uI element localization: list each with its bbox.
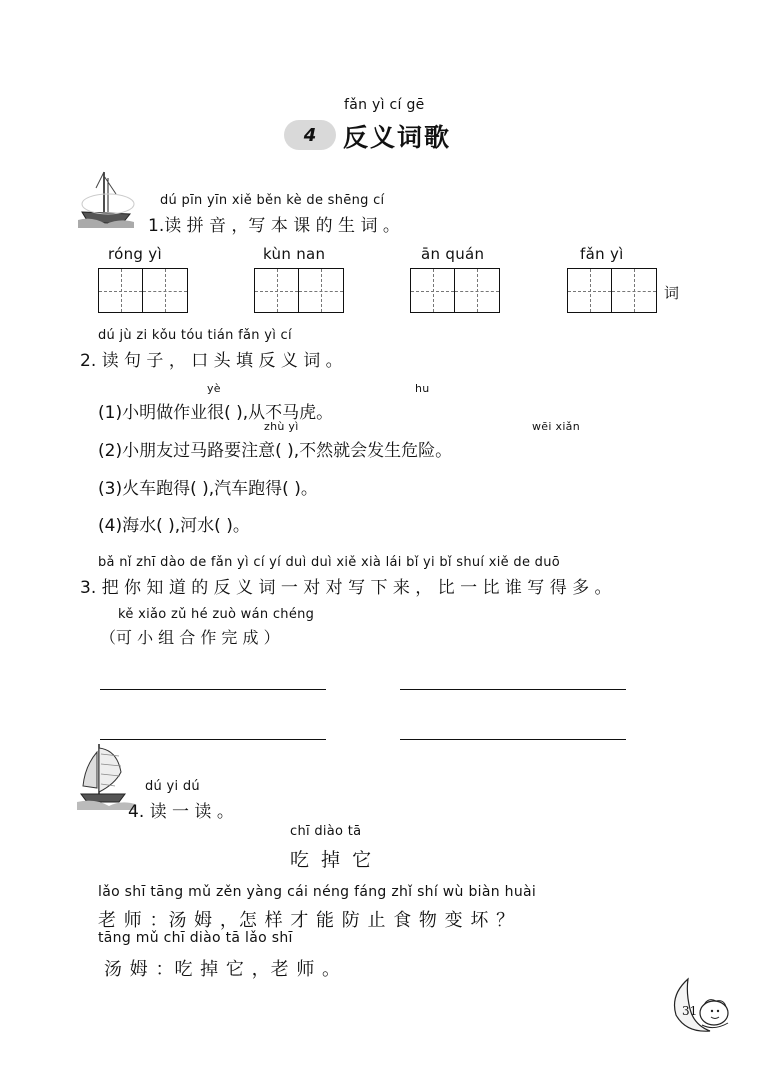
- line1-pinyin: lǎo shī tāng mǔ zěn yàng cái néng fáng zhǐ shí wù biàn huài: [98, 884, 537, 900]
- ann-weixian: wēi xiǎn: [532, 420, 580, 433]
- ci-suffix: 词: [664, 284, 680, 302]
- q2-pinyin: dú jù zi kǒu tóu tián fǎn yì cí: [98, 328, 292, 343]
- q3-sub-pinyin: kě xiǎo zǔ hé zuò wán chéng: [118, 607, 315, 622]
- sentence-4: (4)海水( ),河水( )。: [98, 516, 250, 536]
- q1-pinyin: dú pīn yīn xiě běn kè de shēng cí: [160, 193, 385, 208]
- answer-line-1[interactable]: [100, 689, 326, 690]
- ann-hu: hu: [415, 382, 430, 395]
- ann-ye: yè: [207, 382, 221, 395]
- lesson-number: 4: [303, 124, 317, 146]
- q4-pinyin: dú yi dú: [145, 779, 200, 794]
- sentence-2: (2)小朋友过马路要注意( ),不然就会发生危险。: [98, 441, 453, 461]
- answer-line-4[interactable]: [400, 739, 626, 740]
- q3-instruction: 3. 把 你 知 道 的 反 义 词 一 对 对 写 下 来 ， 比 一 比 谁 写 得 多 。: [80, 578, 612, 598]
- writing-grid-3[interactable]: [410, 268, 500, 314]
- lesson-number-badge: [284, 120, 336, 150]
- poem-title: 吃 掉 它: [290, 849, 375, 871]
- line2-pinyin: tāng mǔ chī diào tā lǎo shī: [98, 930, 293, 946]
- word-pinyin-3: ān quán: [421, 245, 485, 263]
- sentence-1: (1)小明做作业很( ),从不马虎。: [98, 403, 334, 423]
- writing-grid-1[interactable]: [98, 268, 188, 314]
- lesson-title: 反义词歌: [343, 123, 452, 152]
- answer-line-3[interactable]: [100, 739, 326, 740]
- word-pinyin-1: róng yì: [108, 245, 162, 263]
- word-pinyin-2: kùn nan: [263, 245, 326, 263]
- word-pinyin-4: fǎn yì: [580, 245, 624, 263]
- sentence-3: (3)火车跑得( ),汽车跑得( )。: [98, 479, 318, 499]
- moon-icon: [668, 975, 732, 1035]
- q1-instruction: 1.读 拼 音 ，写 本 课 的 生 词 。: [148, 216, 400, 236]
- q4-instruction: 4. 读 一 读 。: [128, 802, 234, 822]
- poem-title-pinyin: chī diào tā: [290, 824, 362, 839]
- line1-text: 老 师 ：汤 姆 ，怎 样 才 能 防 止 食 物 变 坏 ？: [98, 910, 516, 931]
- title-pinyin: fǎn yì cí gē: [344, 97, 425, 113]
- boat-icon: [78, 168, 136, 230]
- q3-sub-text: （可 小 组 合 作 完 成 ）: [100, 628, 280, 647]
- q2-instruction: 2. 读 句 子 ， 口 头 填 反 义 词 。: [80, 351, 343, 371]
- writing-grid-2[interactable]: [254, 268, 344, 314]
- answer-line-2[interactable]: [400, 689, 626, 690]
- q3-pinyin: bǎ nǐ zhī dào de fǎn yì cí yí duì duì xiě xià lái bǐ yi bǐ shuí xiě de duō: [98, 555, 561, 570]
- ann-zhuyi: zhù yì: [264, 420, 299, 433]
- line2-text: 汤 姆 ：吃 掉 它 ，老 师 。: [104, 959, 342, 980]
- writing-grid-4[interactable]: [567, 268, 657, 314]
- page-number: 31: [682, 1004, 698, 1018]
